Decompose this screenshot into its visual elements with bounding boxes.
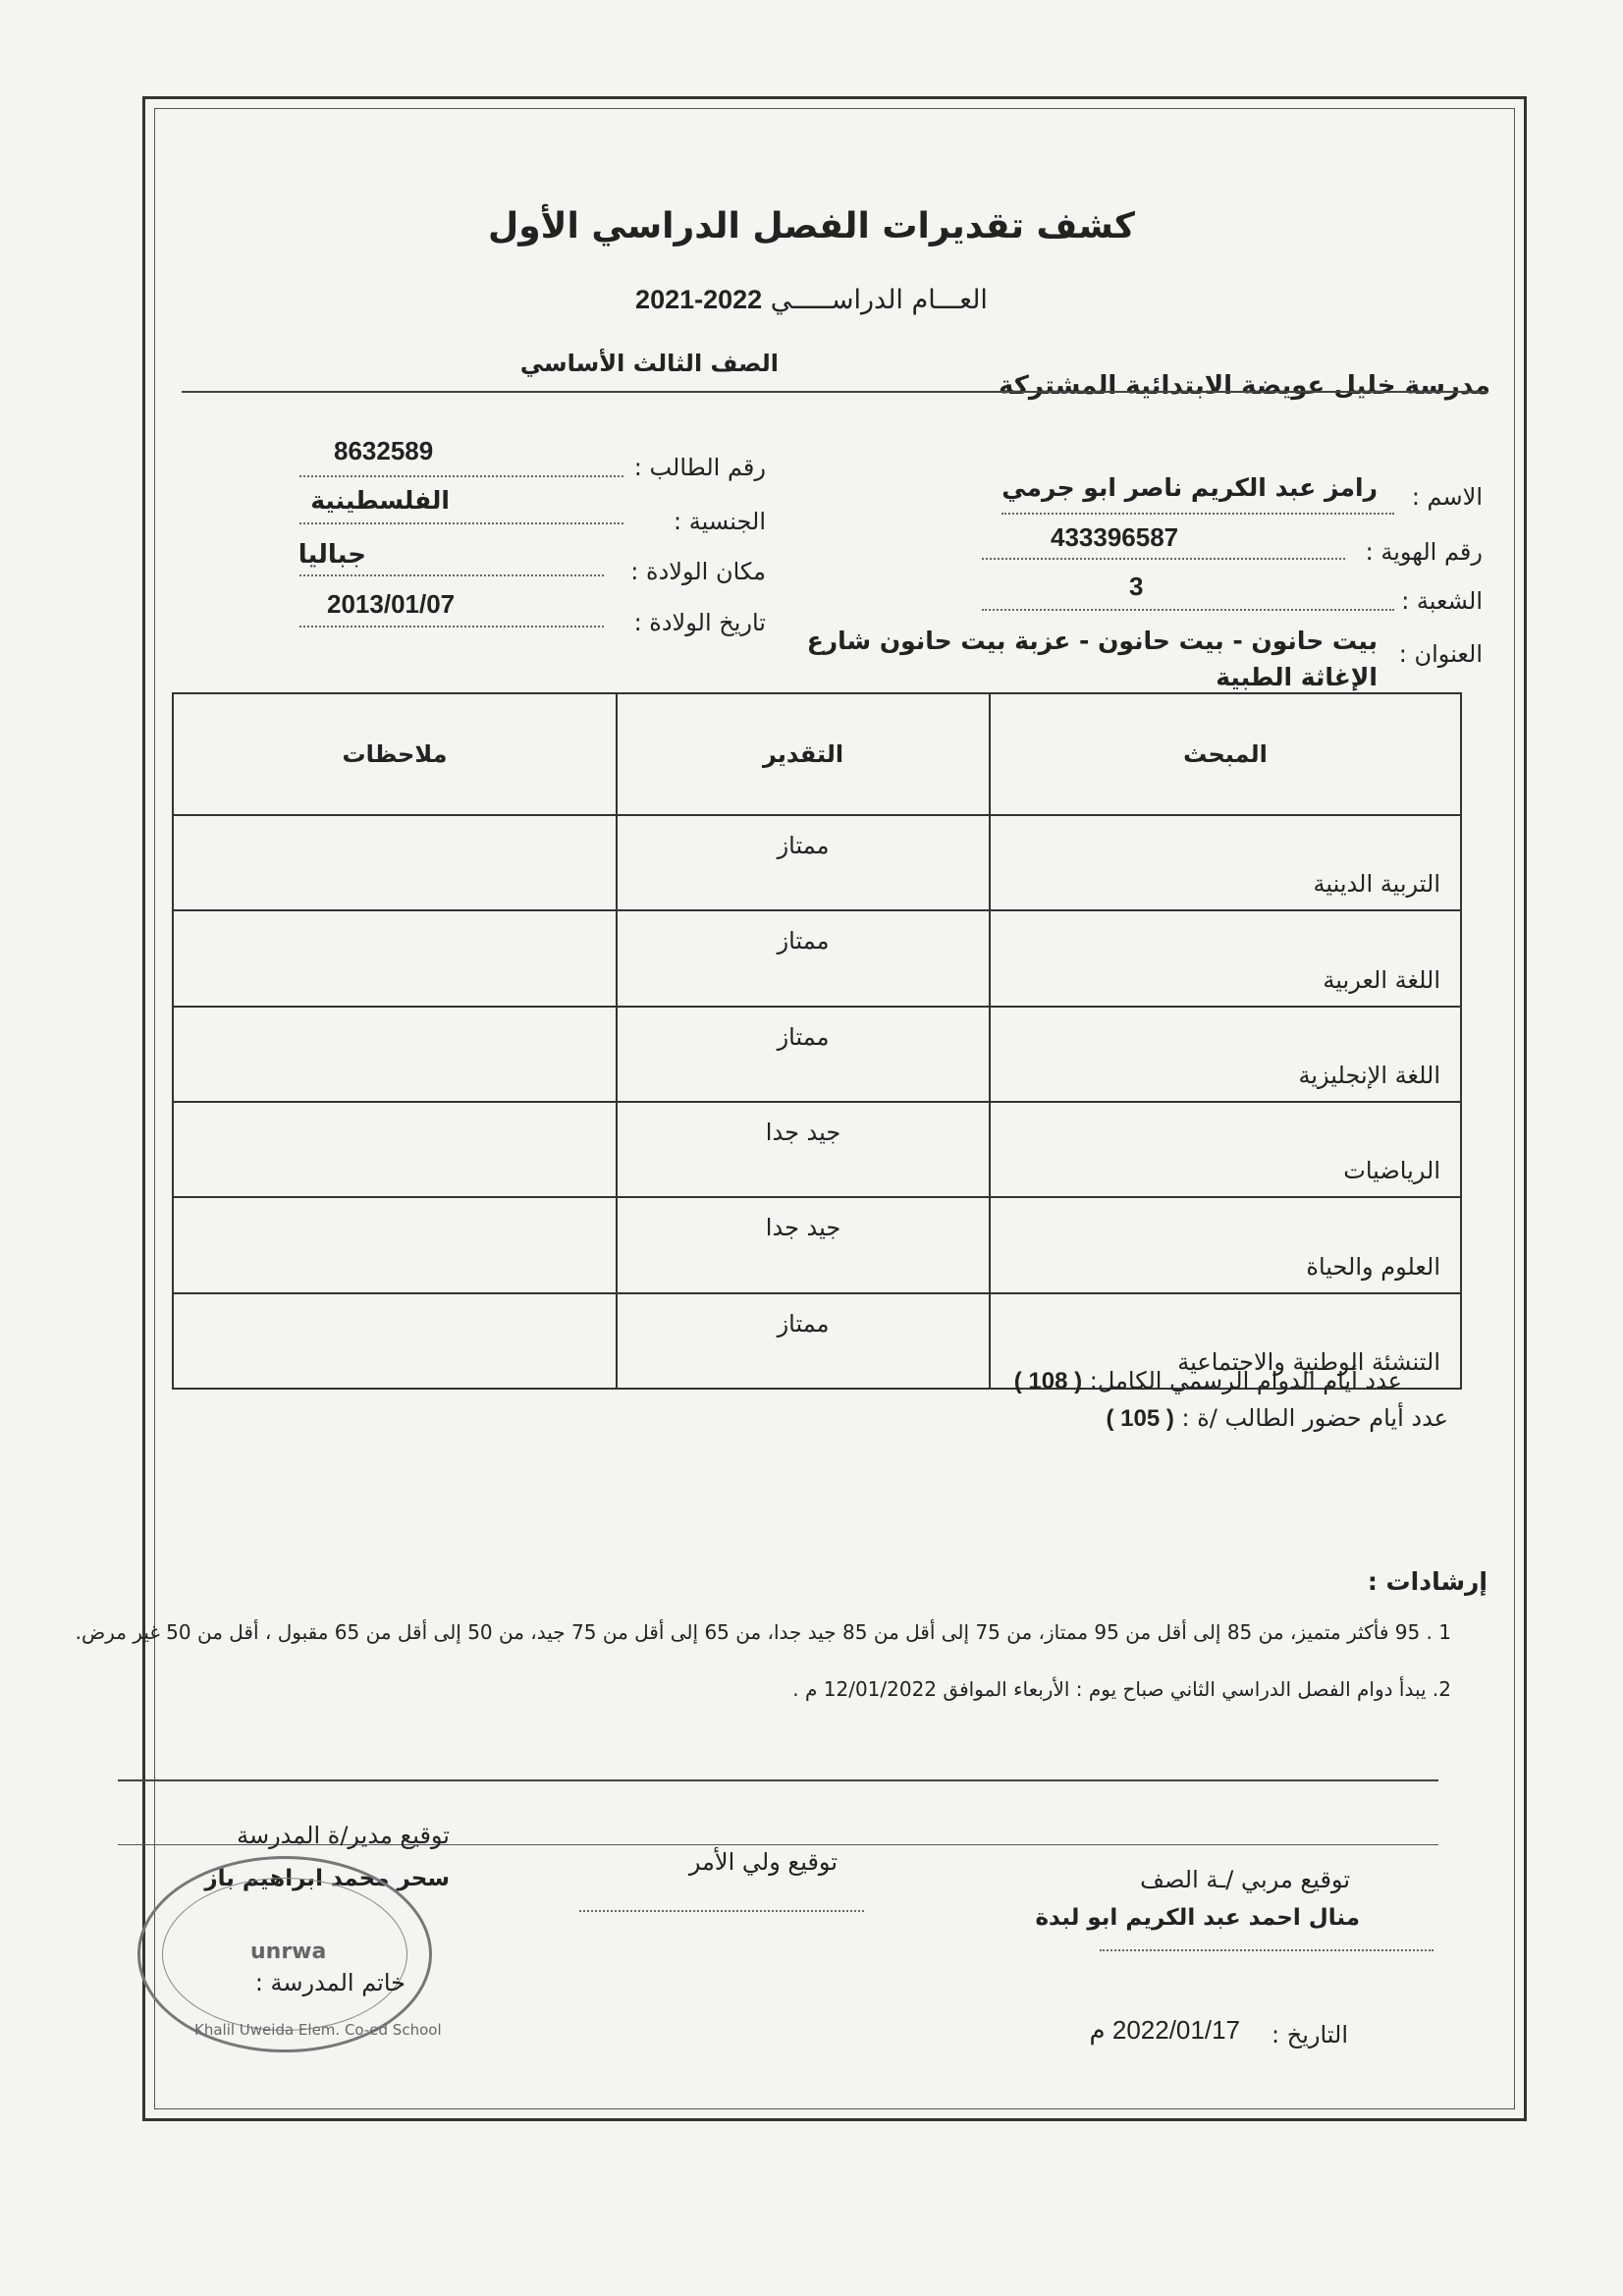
date-label: التاريخ :	[1271, 2021, 1348, 2049]
nationality-dots	[299, 522, 623, 524]
birthdate-dots	[299, 626, 604, 628]
academic-year	[0, 285, 1623, 315]
birthplace-label: مكان الولادة :	[630, 558, 766, 585]
id-number: 433396587	[1051, 522, 1179, 552]
name-label: الاسم :	[1411, 483, 1483, 511]
notes-cell	[173, 815, 617, 910]
grades-table	[172, 692, 1462, 1390]
birthdate-label: تاريخ الولادة :	[633, 609, 766, 636]
table-row	[173, 815, 1461, 910]
present-days-value: ( 105 )	[1106, 1405, 1174, 1432]
header-grade: التقدير	[617, 693, 990, 815]
table-row	[173, 910, 1461, 1006]
grade-cell: ممتاز	[617, 910, 990, 1006]
subject-cell: اللغة العربية	[990, 910, 1461, 1006]
table-row	[173, 1007, 1461, 1102]
student-name: رامز عبد الكريم ناصر ابو جرمي	[1001, 473, 1378, 502]
nationality-label: الجنسية :	[674, 508, 766, 535]
notes-cell	[173, 1102, 617, 1197]
student-number: 8632589	[334, 436, 434, 465]
header-notes: ملاحظات	[173, 693, 617, 815]
section-number: 3	[1129, 572, 1144, 601]
notes-cell	[173, 910, 617, 1006]
nationality: الفلسطينية	[310, 486, 450, 515]
table-header-row	[173, 693, 1461, 815]
academic-year-value: 2022-2021	[635, 285, 763, 314]
seal-label: خاتم المدرسة :	[254, 1969, 406, 1996]
grade-level: الصف الثالث الأساسي	[519, 350, 779, 377]
parent-signature-dots	[579, 1910, 864, 1912]
table-row	[173, 1102, 1461, 1197]
guidance-title: إرشادات :	[1367, 1567, 1488, 1596]
notes-cell	[173, 1007, 617, 1102]
address-line2: الإغاثة الطبية	[1216, 663, 1378, 691]
parent-signature-label: توقيع ولي الأمر	[688, 1848, 838, 1876]
report-title: كشف تقديرات الفصل الدراسي الأول	[488, 206, 1135, 246]
official-days-value: ( 108 )	[1013, 1368, 1083, 1394]
academic-year-label: العـــام الدراســـــي	[770, 285, 988, 315]
subject-cell: اللغة الإنجليزية	[990, 1007, 1461, 1102]
name-dots	[1001, 513, 1394, 515]
address-label: العنوان :	[1398, 640, 1483, 668]
principal-name: سحر محمد ابراهيم باز	[204, 1866, 450, 1891]
grade-cell: جيد جدا	[617, 1197, 990, 1292]
notes-cell	[173, 1197, 617, 1292]
header-subject: المبحث	[990, 693, 1461, 815]
section-dots	[982, 609, 1394, 611]
date-value: 2022/01/17 م	[1089, 2015, 1240, 2045]
teacher-name: منال احمد عبد الكريم ابو لبدة	[1035, 1905, 1360, 1931]
subject-cell: التنشئة الوطنية والاجتماعية	[990, 1293, 1461, 1389]
guidance-item-1: 1 . 95 فأكثر متميز، من 85 إلى أقل من 95 ممتاز، من 75 إلى أقل من 85 جيد جدا، من 65 إلى أقل من 75 جيد، من 50 إلى أقل من 65 مقبول ، أقل من 50 غير مرض.	[75, 1620, 1451, 1644]
birthdate: 2013/01/07	[327, 589, 456, 619]
birthplace: جباليا	[298, 540, 366, 570]
id-label: رقم الهوية :	[1365, 538, 1483, 566]
signature-divider-top	[118, 1779, 1438, 1781]
id-dots	[982, 558, 1345, 560]
address-line1: بيت حانون - بيت حانون - عزبة بيت حانون شارع	[806, 627, 1378, 655]
grade-cell: ممتاز	[617, 815, 990, 910]
subject-cell: الرياضيات	[990, 1102, 1461, 1197]
seal-school-text: Khalil Uweida Elem. Co-ed School	[194, 2021, 442, 2039]
principal-signature-label: توقيع مدير/ة المدرسة	[237, 1822, 450, 1849]
subject-cell: العلوم والحياة	[990, 1197, 1461, 1292]
official-days-label: عدد أيام الدوام الرسمي الكامل:	[1089, 1367, 1402, 1394]
school-name: مدرسة خليل عويضة الابتدائية المشتركة	[999, 371, 1490, 401]
student-number-label: رقم الطالب :	[633, 454, 766, 481]
header-divider	[182, 391, 1488, 393]
guidance-item-2: 2. يبدأ دوام الفصل الدراسي الثاني صباح يوم : الأربعاء الموافق 12/01/2022 م .	[792, 1677, 1451, 1701]
table-row	[173, 1197, 1461, 1292]
notes-cell	[173, 1293, 617, 1389]
grade-cell: ممتاز	[617, 1007, 990, 1102]
present-days-row	[1106, 1404, 1448, 1433]
official-days-row	[1014, 1367, 1402, 1395]
student-number-dots	[299, 475, 623, 477]
section-label: الشعبة :	[1401, 587, 1483, 615]
teacher-signature-label: توقيع مربي /ـة الصف	[1140, 1866, 1350, 1893]
birthplace-dots	[299, 574, 604, 576]
subject-cell: التربية الدينية	[990, 815, 1461, 910]
grade-cell: جيد جدا	[617, 1102, 990, 1197]
present-days-label: عدد أيام حضور الطالب /ة :	[1181, 1404, 1448, 1432]
grade-cell: ممتاز	[617, 1293, 990, 1389]
teacher-signature-dots	[1100, 1949, 1434, 1951]
seal-unrwa-text: unrwa	[250, 1940, 327, 1964]
